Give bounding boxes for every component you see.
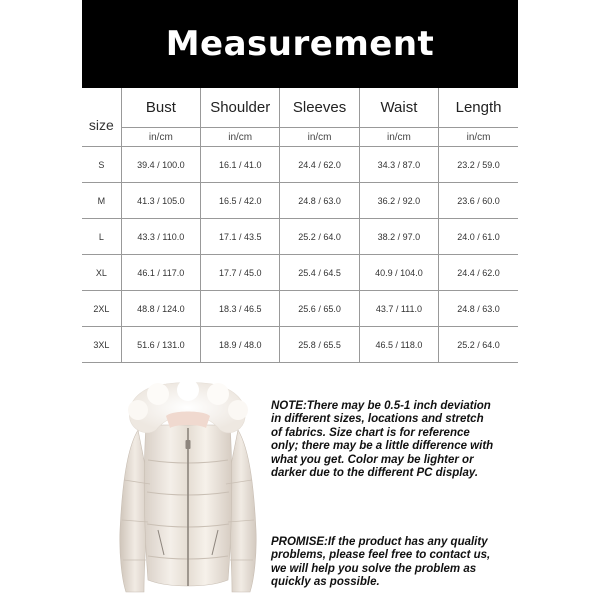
waist-cell: 36.2 / 92.0 [359, 183, 438, 219]
waist-cell: 34.3 / 87.0 [359, 147, 438, 183]
sleeves-cell: 24.4 / 62.0 [280, 147, 359, 183]
length-cell: 25.2 / 64.0 [439, 327, 518, 363]
size-cell: L [82, 219, 121, 255]
unit-label: in/cm [359, 128, 438, 147]
table-unit-row [82, 128, 518, 147]
sleeves-cell: 25.4 / 64.5 [280, 255, 359, 291]
waist-cell: 38.2 / 97.0 [359, 219, 438, 255]
bust-cell: 46.1 / 117.0 [121, 255, 200, 291]
length-cell: 23.2 / 59.0 [439, 147, 518, 183]
size-cell: S [82, 147, 121, 183]
shoulder-cell: 16.1 / 41.0 [201, 147, 280, 183]
column-header-sleeves: Sleeves [280, 88, 359, 128]
table-row [82, 291, 518, 327]
size-column-header: size [82, 88, 121, 147]
unit-label: in/cm [439, 128, 518, 147]
size-cell: M [82, 183, 121, 219]
size-cell: 3XL [82, 327, 121, 363]
shoulder-cell: 18.9 / 48.0 [201, 327, 280, 363]
table-row [82, 255, 518, 291]
page-title: Measurement [165, 24, 435, 64]
bust-cell: 51.6 / 131.0 [121, 327, 200, 363]
shoulder-cell: 17.7 / 45.0 [201, 255, 280, 291]
waist-cell: 40.9 / 104.0 [359, 255, 438, 291]
sleeves-cell: 25.8 / 65.5 [280, 327, 359, 363]
table-row [82, 183, 518, 219]
table-row [82, 219, 518, 255]
column-header-shoulder: Shoulder [201, 88, 280, 128]
size-chart-table [82, 88, 518, 363]
promise-text: PROMISE:If the product has any quality problems, please feel free to contact us, we will help you solve the problem as quickly as possible. [271, 536, 491, 589]
waist-cell: 43.7 / 111.0 [359, 291, 438, 327]
table-header-row [82, 88, 518, 128]
shoulder-cell: 16.5 / 42.0 [201, 183, 280, 219]
bust-cell: 43.3 / 110.0 [121, 219, 200, 255]
shoulder-cell: 17.1 / 43.5 [201, 219, 280, 255]
length-cell: 24.8 / 63.0 [439, 291, 518, 327]
table-row [82, 147, 518, 183]
length-cell: 24.4 / 62.0 [439, 255, 518, 291]
jacket-icon [108, 380, 268, 600]
table-row [82, 327, 518, 363]
column-header-length: Length [439, 88, 518, 128]
length-cell: 24.0 / 61.0 [439, 219, 518, 255]
sleeves-cell: 25.6 / 65.0 [280, 291, 359, 327]
sleeves-cell: 24.8 / 63.0 [280, 183, 359, 219]
size-cell: XL [82, 255, 121, 291]
unit-label: in/cm [121, 128, 200, 147]
note-text: NOTE:There may be 0.5-1 inch deviation in different sizes, locations and stretch of fabrics. Size chart is for reference only; there may be a little difference with what you get. Color may be lighter or darker due to the different PC display. [271, 400, 494, 480]
unit-label: in/cm [280, 128, 359, 147]
bust-cell: 39.4 / 100.0 [121, 147, 200, 183]
shoulder-cell: 18.3 / 46.5 [201, 291, 280, 327]
bust-cell: 48.8 / 124.0 [121, 291, 200, 327]
sleeves-cell: 25.2 / 64.0 [280, 219, 359, 255]
bust-cell: 41.3 / 105.0 [121, 183, 200, 219]
column-header-bust: Bust [121, 88, 200, 128]
size-cell: 2XL [82, 291, 121, 327]
length-cell: 23.6 / 60.0 [439, 183, 518, 219]
column-header-waist: Waist [359, 88, 438, 128]
unit-label: in/cm [201, 128, 280, 147]
waist-cell: 46.5 / 118.0 [359, 327, 438, 363]
measurement-banner [82, 0, 518, 88]
